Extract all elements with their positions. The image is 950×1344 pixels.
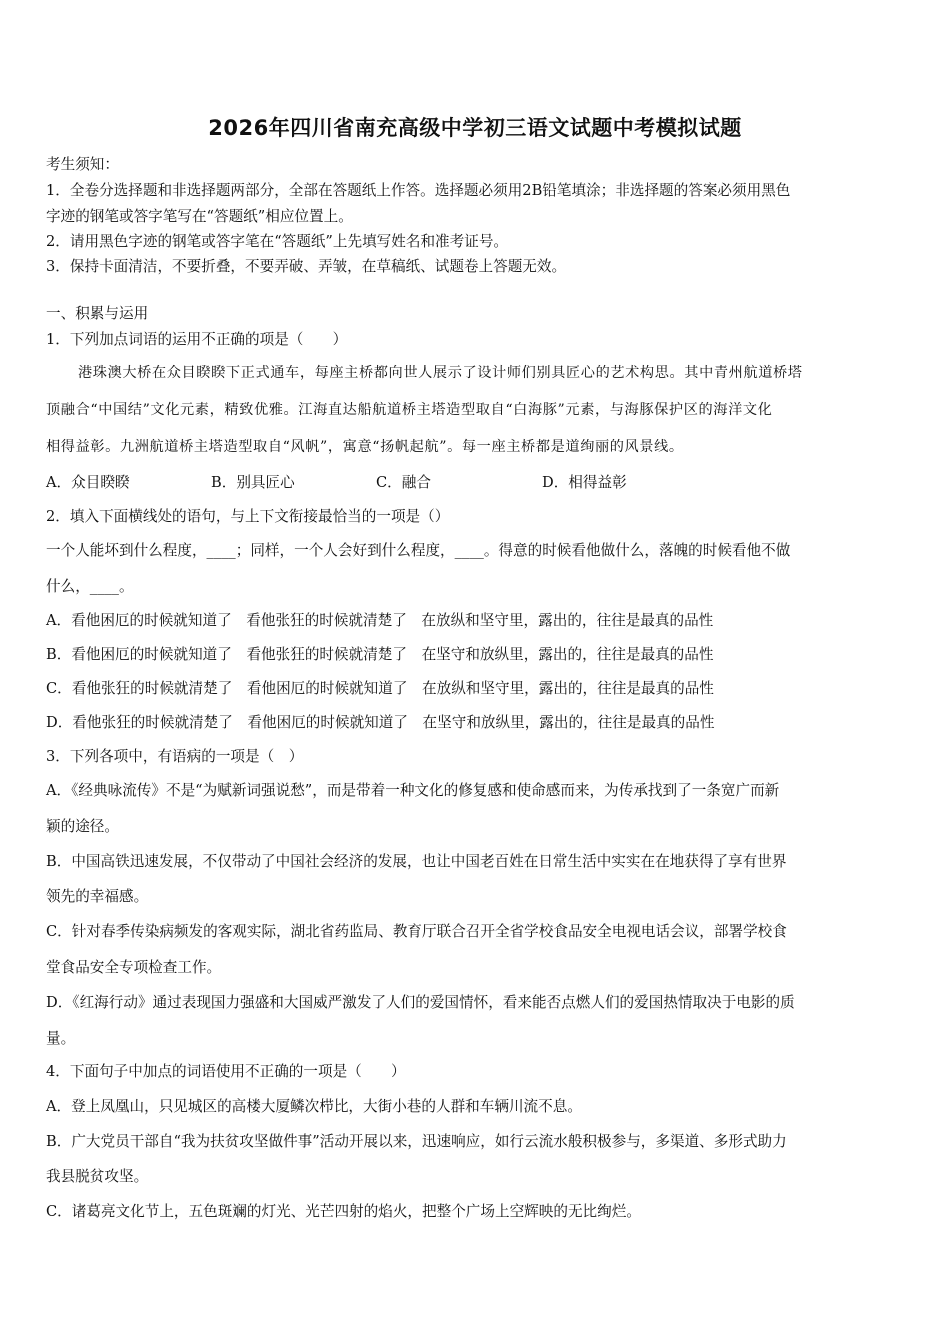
q1-option-b[interactable]: B．别具匠心 — [211, 474, 295, 491]
q1-option-c[interactable]: C．融合 — [376, 474, 431, 491]
notice-item-2: 2．请用黑色字迹的钢笔或答字笔在“答题纸”上先填写姓名和准考证号。 — [46, 233, 509, 250]
q3-option-c-cont: 堂食品安全专项检查工作。 — [46, 959, 222, 976]
q3-stem: 3．下列各项中，有语病的一项是（ ） — [46, 748, 304, 765]
q2-stem: 2．填入下面横线处的语句，与上下文衔接最恰当的一项是（） — [46, 508, 450, 525]
q2-option-a[interactable]: A．看他困厄的时候就知道了 看他张狂的时候就清楚了 在放纵和坚守里，露出的，往往是最真的品性 — [46, 612, 714, 629]
q4-option-b[interactable]: B．广大党员干部自“我为扶贫攻坚做件事”活动开展以来，迅速响应，如行云流水般积极参与，多渠道、多形式助力 — [46, 1133, 787, 1150]
q2-option-c[interactable]: C．看他张狂的时候就清楚了 看他困厄的时候就知道了 在放纵和坚守里，露出的，往往是最真的品性 — [46, 680, 714, 697]
notice-item-3: 3．保持卡面清洁，不要折叠，不要弄破、弄皱，在草稿纸、试题卷上答题无效。 — [46, 258, 567, 275]
q2-option-d[interactable]: D．看他张狂的时候就清楚了 看他困厄的时候就知道了 在坚守和放纵里，露出的，往往是最真的品性 — [46, 714, 715, 731]
notice-item-1-cont: 字迹的钢笔或答字笔写在“答题纸”相应位置上。 — [46, 208, 353, 225]
q3-option-a[interactable]: A．《经典咏流传》不是“为赋新词强说愁”，而是带着一种文化的修复感和使命感而来，为传承找到了一条宽广而新 — [46, 782, 780, 799]
q1-option-a[interactable]: A．众目睽睽 — [46, 474, 130, 491]
notice-item-1: 1．全卷分选择题和非选择题两部分，全部在答题纸上作答。选择题必须用2B铅笔填涂；非选择题的答案必须用黑色 — [46, 182, 791, 199]
q1-stem: 1．下列加点词语的运用不正确的项是（ ） — [46, 331, 348, 348]
q3-option-d[interactable]: D．《红海行动》通过表现国力强盛和大国威严激发了人们的爱国情怀，看来能否点燃人们的爱国热情取决于电影的质 — [46, 994, 795, 1011]
q4-option-c[interactable]: C．诸葛亮文化节上，五色斑斓的灯光、光芒四射的焰火，把整个广场上空辉映的无比绚烂。 — [46, 1203, 641, 1220]
section-heading: 一、积累与运用 — [46, 305, 149, 322]
q1-option-d[interactable]: D．相得益彰 — [542, 474, 627, 491]
q4-option-a[interactable]: A．登上凤凰山，只见城区的高楼大厦鳞次栉比，大街小巷的人群和车辆川流不息。 — [46, 1098, 582, 1115]
q3-option-d-cont: 量。 — [46, 1030, 76, 1047]
page-title: 2026年四川省南充高级中学初三语文试题中考模拟试题 — [208, 116, 742, 140]
q1-passage-line: 相得益彰。九洲航道桥主塔造型取自“风帆”，寓意“扬帆起航”。每一座主桥都是道绚丽的风景线。 — [46, 439, 684, 455]
q4-stem: 4．下面句子中加点的词语使用不正确的一项是（ ） — [46, 1063, 406, 1080]
q1-options — [46, 471, 908, 492]
q3-option-b-cont: 领先的幸福感。 — [46, 888, 149, 905]
q1-passage-line: 港珠澳大桥在众目睽睽下正式通车，每座主桥都向世人展示了设计师们别具匠心的艺术构思。其中青州航道桥塔 — [78, 365, 803, 381]
q2-option-b[interactable]: B．看他困厄的时候就知道了 看他张狂的时候就清楚了 在坚守和放纵里，露出的，往往是最真的品性 — [46, 646, 714, 663]
notice-heading: 考生须知： — [46, 156, 119, 173]
q3-option-b[interactable]: B．中国高铁迅速发展，不仅带动了中国社会经济的发展，也让中国老百姓在日常生活中实实在在地获得了享有世界 — [46, 853, 787, 870]
q4-option-b-cont: 我县脱贫攻坚。 — [46, 1168, 149, 1185]
q2-text-line: 一个人能坏到什么程度，____；同样，一个人会好到什么程度，____。得意的时候看他做什么，落魄的时候看他不做 — [46, 542, 791, 559]
q3-option-c[interactable]: C．针对春季传染病频发的客观实际，湖北省药监局、教育厅联合召开全省学校食品安全电视电话会议，部署学校食 — [46, 923, 787, 940]
q2-text-line: 什么，____。 — [46, 578, 134, 595]
q3-option-a-cont: 颖的途径。 — [46, 818, 119, 835]
q1-passage-line: 顶融合“中国结”文化元素，精致优雅。江海直达船航道桥主塔造型取自“白海豚”元素，与海豚保护区的海洋文化 — [46, 402, 773, 418]
